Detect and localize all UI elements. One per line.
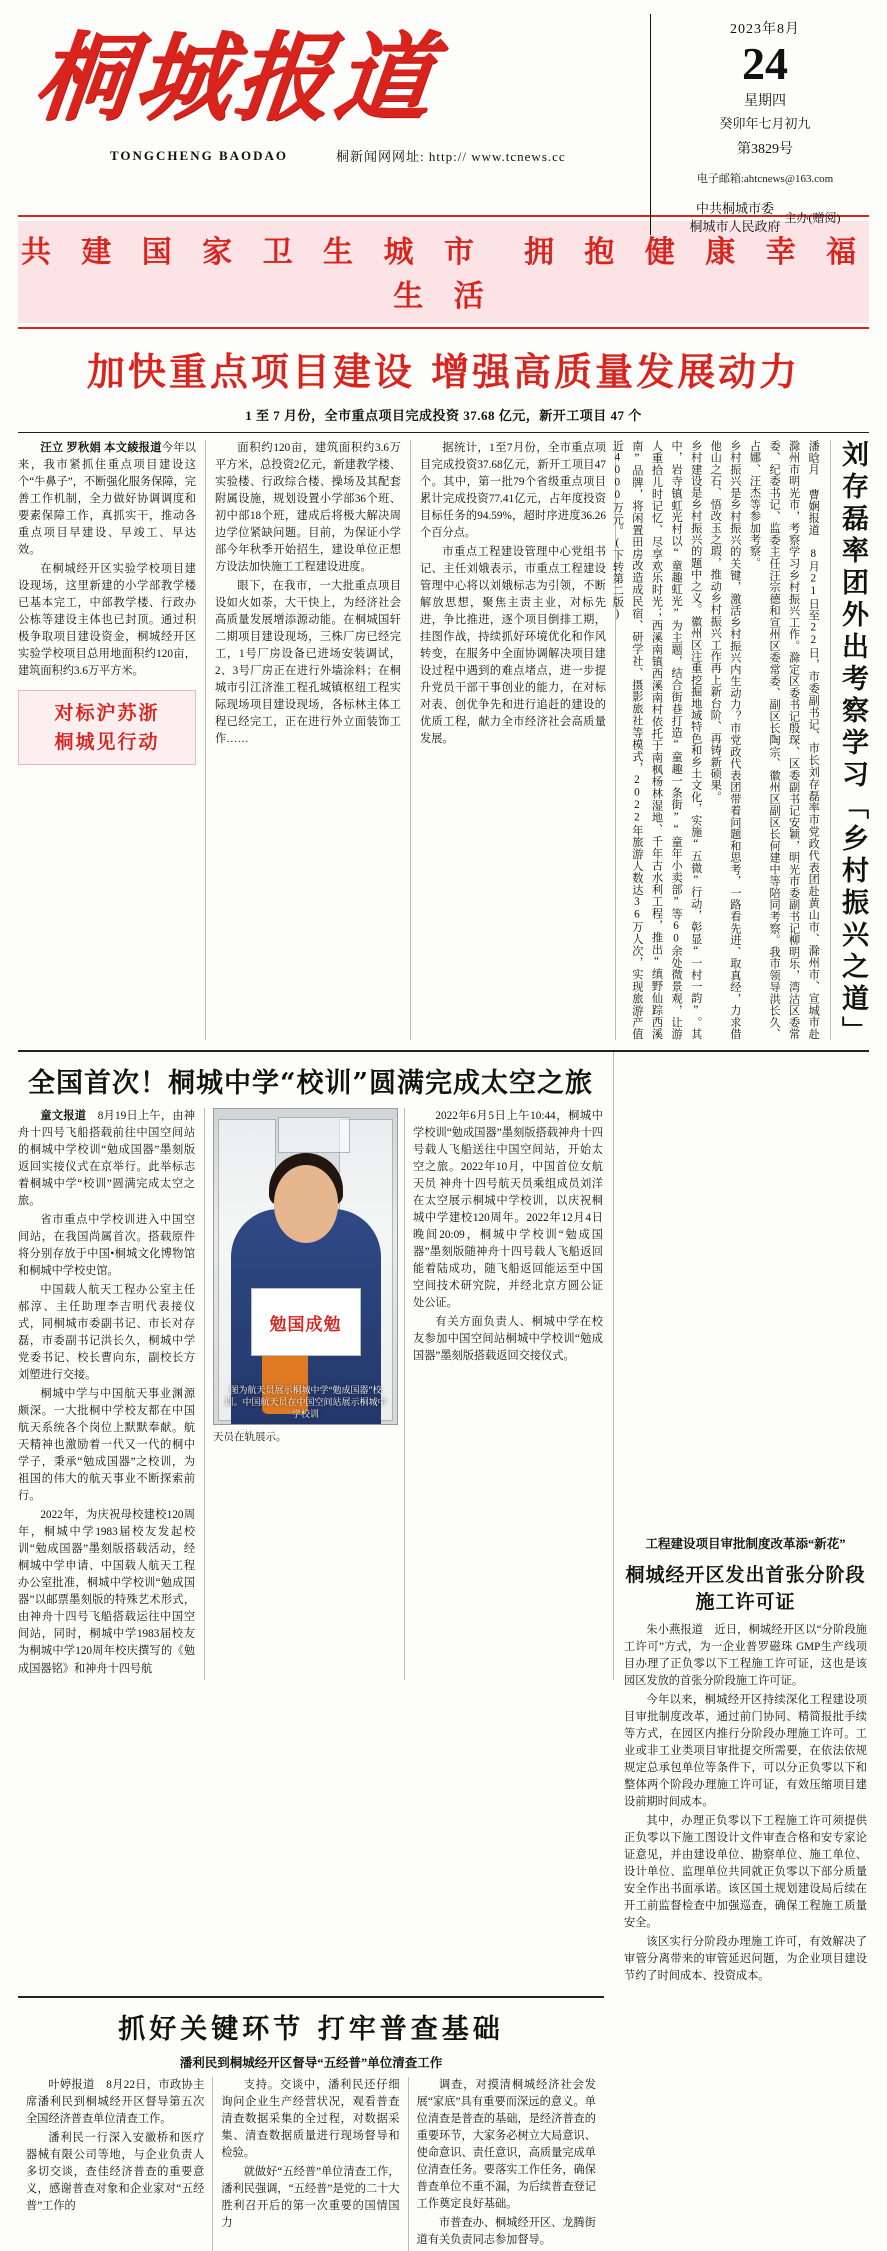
census-headline: 抓好关键环节 打牢普查基础 (118, 2014, 504, 2046)
census-c2-p2: 就做好“五经普”单位清查工作，潘利民强调，“五经普”是党的二十大胜利召开后的第一次重要的国情国力 (221, 2166, 400, 2230)
permit-p1: 朱小燕报道 近日，桐城经开区以“分阶段施工许可”方式，为一企业普罗磁珠 GMP生产线项目办理了正负零以下工程施工许可证，这也是该园区发放的首张分阶段施工许可证。 (624, 1624, 867, 1688)
issue-weekday: 星期四 (744, 94, 786, 110)
vertical-article (611, 440, 869, 1048)
space-col1-p4: 桐城中学与中国航天事业渊源颇深。一大批桐中学校友都在中国航天系统各个岗位上默默奉献。航天精神也激励着一代又一代的桐中学子，秉承“勉成国器”之校训，为祖国的伟大的航天事业不断探索前行。 (18, 1388, 196, 1503)
lead-col1-text (18, 440, 196, 680)
lead-col1-p1: 今年以来，我市紧抓住重点项目建设这个“牛鼻子”，不断强化服务保障，完善工作机制，全力做好协调调度和要素保障工作，真抓实干，推动各重点项目早建设、早竣工、早达效。 (18, 442, 196, 557)
vertical-article-p1: 8月21日至22日，市委副书记、市长刘存磊率市党政代表团赴黄山市、滁州市、宣城市赴滁州市明光市，考察学习乡村振兴工作。滁定区委书记殷琛、区委副书记安颖，明光市委副书记柳明乐，湾沽区委常委、纪委书记、监委主任汪宗德和宣州区委常委、副区长陶宗、徽州区副区长何建中等陪同考察。我市领导洪长久、占娜、汪杰等参加考察。 (748, 440, 820, 1040)
census-c3-p2: 市普查办、桐城经开区、龙腾街道有关负责同志参加督导。 (416, 2217, 596, 2247)
space-col4-text (413, 1108, 603, 1365)
vertical-article-headline: 刘存磊率团外出考察学习「乡村振兴之道」 (830, 440, 869, 1040)
newspaper-title: 桐城报道 (29, 21, 442, 134)
campaign-redbox-line1: 对标沪苏浙 (54, 702, 160, 725)
lead-column-2 (206, 440, 411, 1040)
space-col1-p2: 省市重点中学校训进入中国空间站，在我国尚属首次。搭载原件将分别存放于中国•桐城文化博物馆和桐城中学校史馆。 (18, 1214, 196, 1278)
masthead (18, 14, 869, 226)
masthead-info-panel (650, 14, 869, 235)
issue-day: 24 (742, 38, 788, 89)
space-and-right-grid (18, 1052, 869, 1987)
campaign-redbox (18, 690, 196, 765)
lead-column-1 (18, 440, 206, 1040)
census-columns (18, 2077, 604, 2251)
lead-col2-text (215, 440, 401, 748)
issue-lunar-date: 癸卯年七月初九 (719, 116, 811, 132)
space-col4-p2: 有关方面负责人、桐城中学在校友参加中国空间站桐城中学校训“勉成国器”墨刻版搭载返回交接仪式。 (413, 1316, 603, 1363)
issue-year-month: 2023年8月 (730, 22, 800, 37)
census-c1-p1: 叶婷报道 8月22日，市政协主席潘利民到桐城经开区督导第五次全国经济普查单位清查工作。 (26, 2079, 205, 2126)
space-col1-p3: 中国载人航天工程办公室主任郝淳、主任助理李吉明代表接仪式，同桐城市委副书记、市长对存磊，市委副书记洪长久，桐城中学党委书记、校长曹向东，副校长方刘塑进行交接。 (18, 1284, 196, 1382)
divider-rule (18, 432, 869, 433)
campaign-redbox-line2: 桐城见行动 (54, 730, 160, 753)
contact-email: 电子邮箱:ahtcnews@163.com (696, 173, 834, 186)
publisher-line-1: 中共桐城市委 (695, 201, 774, 217)
lead-col3-p2: 市重点工程建设管理中心党组书记、主任刘娥表示，市重点工程建设管理中心将以刘娥标志为引领，不断解放思想，聚焦主责主业，对标先进，争比推进，逐个项目倒排工期，挂图作战，持续抓好环境优化和作风转变，在服务中全面协调解决项目建设过程中遇到的难点堵点，进一步提升党员干部干事创业的能力，在对标对表、创优争先和进行追赶的建设的优质工程，献力全市经济社会高质量发展。 (420, 546, 606, 746)
lead-article-grid (18, 440, 869, 1048)
space-col1-p5: 2022年，为庆祝母校建校120周年，桐城中学1983届校友发起校训“勉成国器”墨刻版搭载活动，经桐城中学申请、中国载人航天工程办公室批准，桐城中学校训“勉成国器”以邮票墨刻版的特殊艺术形式，由神舟十四号飞船搭载运往中国空间站，同时，桐城中学1983届校友为桐城中学120周年校庆撰写的《勉成国器铭》和神舟十四号航 (18, 1509, 196, 1675)
right-lower-column (614, 1052, 867, 1987)
census-col-2 (213, 2077, 408, 2251)
space-photo-subtitle: 天员在轨展示。 (213, 1432, 287, 1443)
masthead-left (18, 14, 644, 165)
vertical-article-p2: 乡村振兴是乡村振兴的关键，激活乡村振兴内生动力？市党政代表团带着问题和思考，一路看先进、取真经，力求借他山之石、悟改玉之瑕，推动乡村振兴工作再上新台阶、再铸新硕果。 (709, 440, 741, 1040)
space-photo-caption: 图为航天员展示桐城中学“勉成国器”校训。中国航天员在中国空间站展示桐城中学校训 (224, 1384, 387, 1419)
space-story (18, 1052, 614, 1680)
space-col1-p1: 8月19日上午，由神舟十四号飞船搭载前往中国空间站的桐城中学校训“勉成国器”墨刻版返回实接仪式在京举行。此举标志着桐城中学“校训”圆满完成太空之旅。 (18, 1110, 196, 1208)
space-col4-p1: 2022年6月5日上午10:44，桐城中学校训“勉成国器”墨刻版搭载神舟十四号载人飞船送往中国空间站，开始太空之旅。2022年10月，中国首位女航天员 神舟十四号航天员乘组成员刘洋在太空展示桐城中学校训，以庆祝桐城中学建校120周年。2022年12月4日晚间20:09，桐城中学校训“勉成国器”墨刻版随神舟十四号载人飞船返回能着陆成功，随飞船返回能运至中国空间技术研究院，并经北京方圆公证处公证。 (413, 1110, 603, 1310)
lead-headline: 加快重点项目建设 增强高质量发展动力 (86, 349, 801, 394)
lead-column-3 (411, 440, 616, 1040)
census-col-3 (409, 2077, 604, 2251)
lead-col2-p2: 眼下，在我市，一大批重点项目设如火如荼，大干快上，为经济社会高质量发展增添源动能。在桐城国轩二期项目建设现场，三株厂房已经完工，1号厂房设备已进场安装调试，2、3号厂房正在进行外墙涂料；在桐城市引江济淮工程孔城镇枢纽工程实际现场项目建设现场，各标林主体工程已经完工，正在进行外立面装饰工作…… (215, 580, 401, 746)
permit-kicker: 工程建设项目审批制度改革添“新花” (645, 1537, 846, 1551)
census-c2-p1: 支持。交谈中，潘利民还仔细询问企业生产经营状况，观看普查清查数据采集的全过程，对数据采集、清查数据质量进行现场督导和检验。 (221, 2079, 400, 2160)
permit-p4: 该区实行分阶段办理施工许可，有效解决了审管分离带来的审管延迟问题，为企业项目建设节约了时间成本、投资成本。 (624, 1936, 867, 1983)
slogan-banner-wrapper (18, 215, 869, 329)
space-byline: 童文报道 (40, 1110, 87, 1122)
permit-p2: 今年以来，桐城经开区持续深化工程建设项目审批制度改革，通过前门协同、精简报批手续等方式，在园区内推行分阶段办理施工许可。工业或非工业类项目审批提交所需要，在依法依规规定总承包单位等条件下，可以分正负零以下和整体两个阶段办理施工许可证，有效压缩项目建设前期时间成本。 (624, 1694, 867, 1809)
school-motto-card: 勉国成勉 (251, 1288, 361, 1356)
masthead-subline (18, 146, 644, 165)
permit-p3: 其中，办理正负零以下工程施工许可须提供正负零以下施工图设计文件审查合格和安专家论证意见，并由建设单位、勘察单位、施工单位、设计单位、监理单位共同就正负零以下部分质量安全作出书面承诺。该区国土规划建设局后续在开工前监督检查中加强巡查，确保工程施工质量安全。 (624, 1815, 867, 1930)
lead-col1-p2: 在桐城经开区实验学校项目建设现场，这里新建的小学部教学楼已基本完工，中部教学楼、行政办公栋等建设主体也已封顶。通过积极争取项目建设资金，桐城经开区实验学校项目总用地面积约120亩，建筑面积约3.6万平方米。 (18, 563, 196, 678)
lead-col3-text (420, 440, 606, 748)
census-subheadline: 潘利民到桐城经开区督导“五经普”单位清查工作 (179, 2056, 443, 2071)
census-c1-p2: 潘利民一行深入安徽桥和医疗器械有限公司等地，与企业负责人多切交谈，查佳经济普查的重要意义，感谢普查对象和企业家对“五经普”工作的 (26, 2132, 205, 2213)
space-story-headline: 全国首次！桐城中学“校训”圆满完成太空之旅 (27, 1068, 594, 1099)
census-c3-p1: 调查，对摸清桐城经济社会发展“家底”具有重要而深远的意义。单位清查是普查的基础，是经济普查的重要环节，大家务必树立大局意识、使命意识、责任意识，高质量完成单位清查任务。要落实工作任务，确保普查单位不重不漏，为后续普查登记工作奠定良好基础。 (416, 2079, 596, 2211)
census-col-1 (18, 2077, 213, 2251)
lead-col3-p1: 据统计，1至7月份，全市重点项目完成投资37.68亿元，新开工项目47个。其中，第一批79个省级重点项目累计完成投资77.41亿元，占年度投资目标任务的94.59%，超时序进度36.26个百分点。 (420, 442, 606, 540)
newspaper-pinyin: TONGCHENG BAODAO (110, 147, 289, 163)
space-col-1 (18, 1108, 205, 1680)
space-photo-column (205, 1108, 404, 1680)
vertical-article-column (611, 440, 869, 1048)
lead-col2-p1: 面积约120亩，建筑面积约3.6万平方米，总投资2亿元，新建教学楼、实验楼、行政综合楼、操场及其配套附属设施，规划设置小学部36个班、初中部18个班，建成后将极大解决周边学位紧缺问题。目前，为保证小学部今年秋季开始招生，建设单位正想方设法加快施工工程建设进度。 (215, 442, 401, 574)
vertical-article-body (607, 440, 823, 1040)
space-col-4 (404, 1108, 603, 1680)
space-photo (213, 1108, 398, 1425)
issue-number: 第3829号 (737, 142, 793, 158)
lead-byline: 汪立 罗秋娟 本文綾报道 (40, 442, 162, 454)
lead-subheadline: 1 至 7 月份，全市重点项目完成投资 37.68 亿元，新开工项目 47 个 (245, 408, 642, 423)
census-divider (18, 1996, 604, 1998)
slogan-banner: 共 建 国 家 卫 生 城 市 拥 抱 健 康 幸 福 生 活 (18, 221, 869, 323)
astronaut-face (274, 1165, 338, 1243)
vertical-article-p3: 乡村建设是乡村振兴的题中之义。徽州区注重挖掘地域特色和乡土文化，实施“五微”行动，彰显“一村一韵”。其中，岩寺镇虹光村以“童趣虹光”为主题，结合街巷打造“童趣一条街”“童年小卖部”等60余处微景观，让游人重拾儿时记忆、尽享欢乐时光；西溪南镇西溪南村依托于南枫杨林湿地、千年古水利工程，推出“缜野仙踪西溪南”品牌，将闲置田房改造成民宿、研学社、摄影旅社等模式，2022年旅游人数达36万人次，实现旅游产值近4000万元。(下转第二版) (611, 440, 702, 1040)
space-col1-text (18, 1108, 195, 1678)
permit-headline: 桐城经开区发出首张分阶段施工许可证 (625, 1564, 866, 1613)
newspaper-website: 桐新闻网网址: http:// www.tcnews.cc (336, 149, 566, 164)
vertical-article-byline: 潘晗月 曹娴报道 (807, 440, 820, 537)
publisher-note: 主办(赠阅) (784, 211, 841, 226)
census-story (18, 1996, 614, 2251)
permit-body (624, 1622, 867, 1985)
